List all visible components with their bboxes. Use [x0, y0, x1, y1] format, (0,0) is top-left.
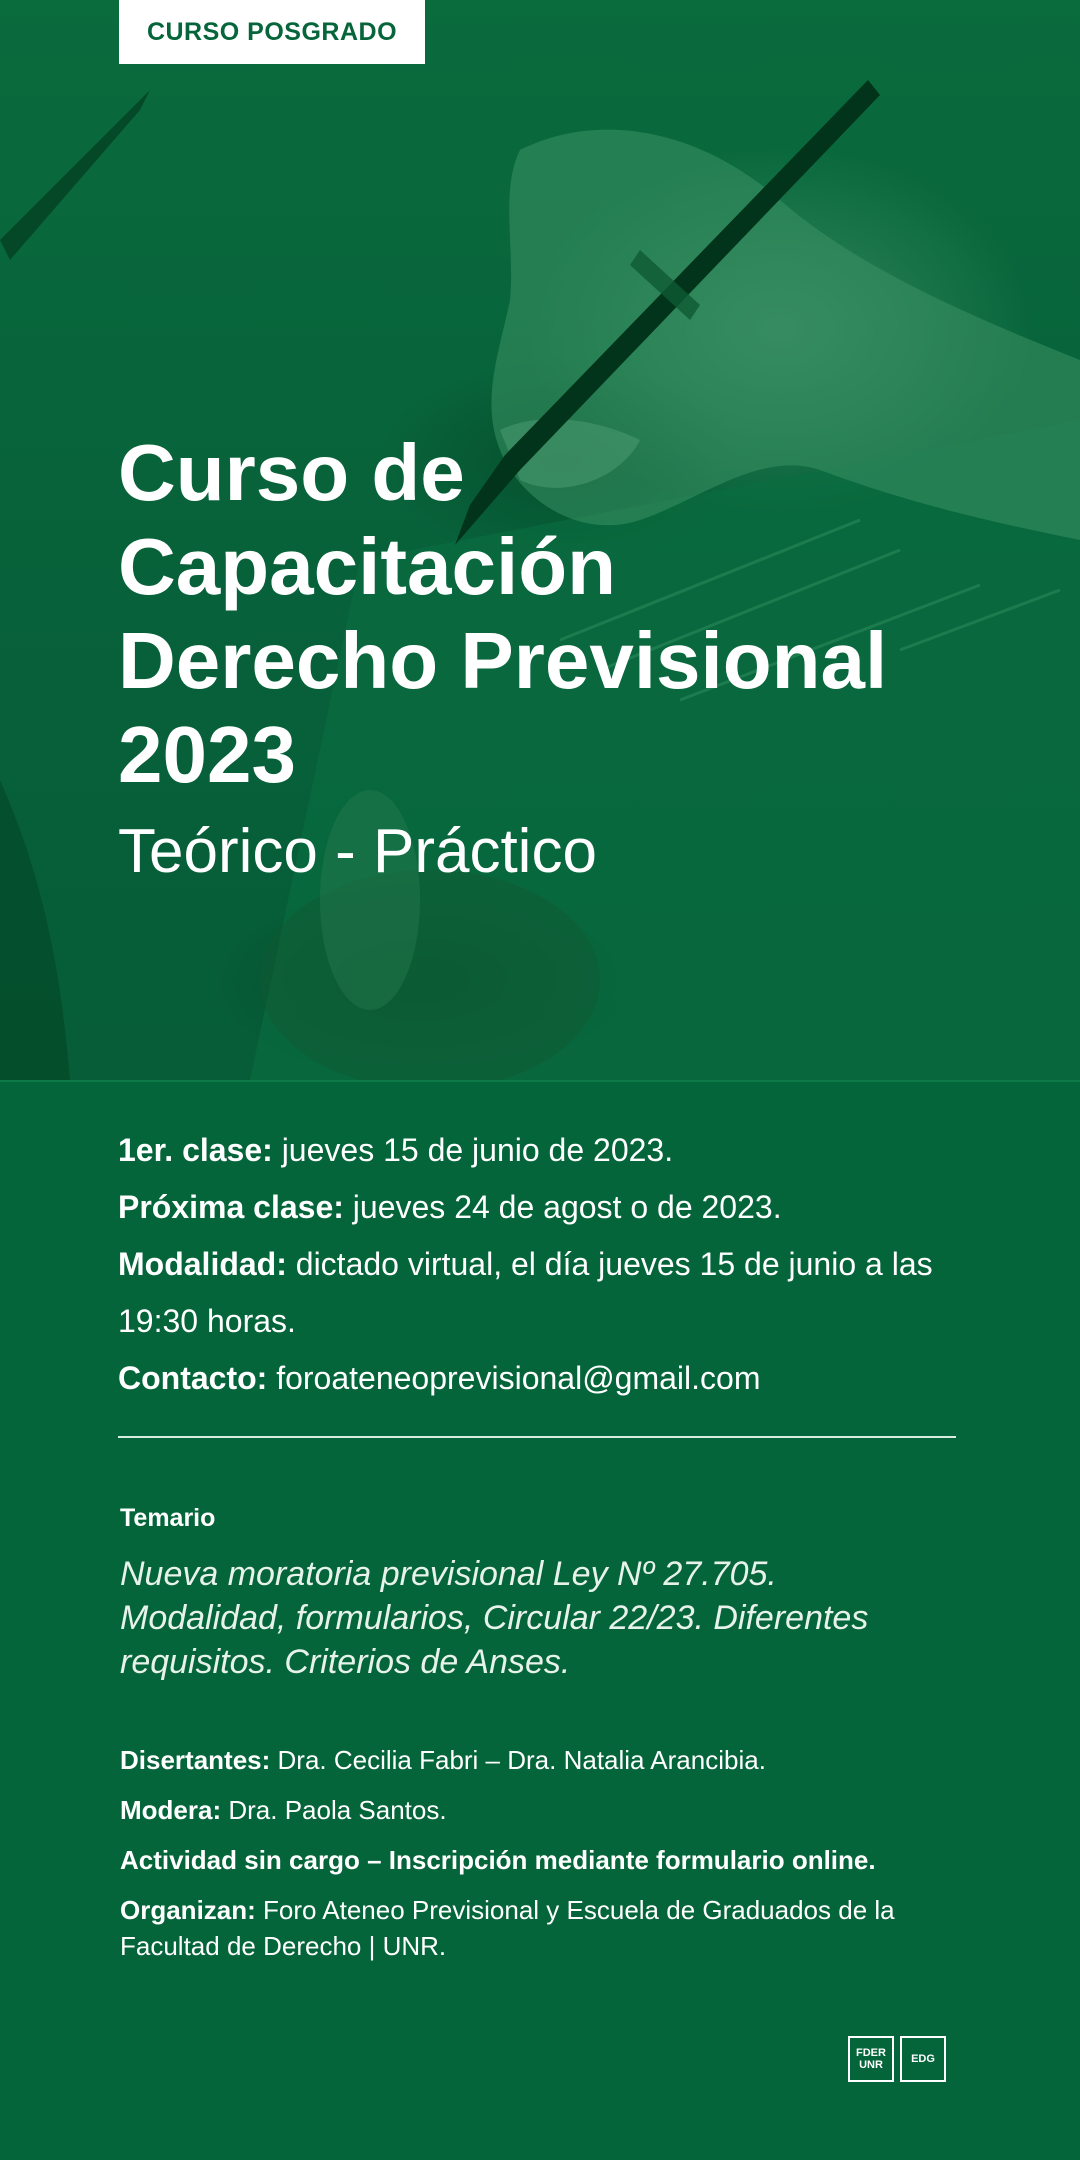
- subtitle: Teórico - Práctico: [118, 817, 597, 886]
- fder-logo-text: FDER: [856, 2047, 886, 2059]
- contact-label: Contacto:: [118, 1360, 268, 1396]
- title-line: Capacitación: [118, 522, 616, 611]
- title-line: 2023: [118, 710, 296, 799]
- title-line: Derecho Previsional: [118, 616, 888, 705]
- organizers-label: Organizan:: [120, 1895, 256, 1925]
- contact-line: [118, 1350, 958, 1407]
- edg-logo: [900, 2036, 946, 2082]
- moderator-value: Dra. Paola Santos.: [221, 1795, 447, 1825]
- unr-logo-text: UNR: [859, 2059, 883, 2071]
- free-activity-text: Actividad sin cargo – Inscripción mediante formulario online.: [120, 1845, 876, 1875]
- section-divider: [0, 1080, 1080, 1082]
- title-line: Curso de: [118, 428, 465, 517]
- speakers-line: [120, 1742, 970, 1778]
- syllabus-text: Nueva moratoria previsional Ley Nº 27.705. Modalidad, formularios, Circular 22/23. Diferentes requisitos. Criterios de Anses.: [120, 1555, 869, 1681]
- fder-unr-logo: [848, 2036, 894, 2082]
- modality-line: [118, 1236, 958, 1350]
- first-class-value: jueves 15 de junio de 2023.: [272, 1132, 674, 1168]
- syllabus-label: Temario: [120, 1504, 216, 1532]
- moderator-line: [120, 1792, 970, 1828]
- speakers-value: Dra. Cecilia Fabri – Dra. Natalia Arancibia.: [270, 1745, 766, 1775]
- course-details: [120, 1742, 970, 1978]
- next-class-value: jueves 24 de agost o de 2023.: [343, 1189, 782, 1225]
- modality-value: dictado virtual, el día jueves 15 de junio a las 19:30 horas.: [118, 1246, 933, 1339]
- divider-line: [118, 1436, 956, 1438]
- institution-logos: [848, 2036, 946, 2082]
- course-info: [118, 1122, 958, 1407]
- next-class-line: [118, 1179, 958, 1236]
- modality-label: Modalidad:: [118, 1246, 287, 1282]
- first-class-label: 1er. clase:: [118, 1132, 273, 1168]
- contact-value[interactable]: foroateneoprevisional@gmail.com: [267, 1360, 761, 1396]
- page-title: [118, 426, 1018, 802]
- moderator-label: Modera:: [120, 1795, 222, 1825]
- organizers-line: [120, 1892, 970, 1964]
- edg-logo-text: EDG: [911, 2053, 935, 2065]
- first-class-line: [118, 1122, 958, 1179]
- course-type-tag: CURSO POSGRADO: [119, 0, 425, 64]
- speakers-label: Disertantes:: [120, 1745, 271, 1775]
- next-class-label: Próxima clase:: [118, 1189, 344, 1225]
- organizers-value: Foro Ateneo Previsional y Escuela de Graduados de la Facultad de Derecho | UNR.: [120, 1895, 895, 1961]
- free-activity-line: [120, 1842, 970, 1878]
